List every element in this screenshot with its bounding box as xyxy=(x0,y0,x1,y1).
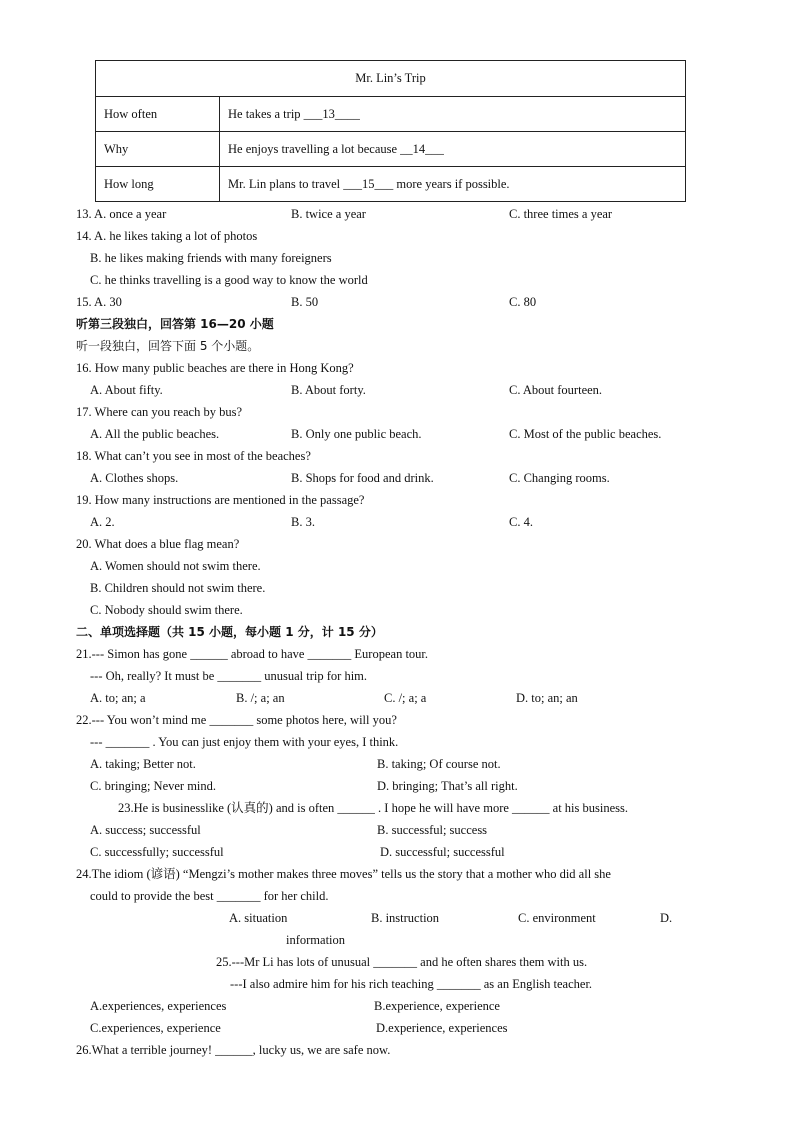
text-line: 二、单项选择题（共 15 小题，每小题 1 分，计 15 分） xyxy=(76,625,383,639)
text-line: C. /; a; a xyxy=(384,691,427,705)
text-line: B.experience, experience xyxy=(374,999,500,1013)
text-line: 22.--- You won’t mind me _______ some photos here, will you? xyxy=(76,713,397,727)
text-line: A. 2. xyxy=(90,515,115,529)
text-line: D.experience, experiences xyxy=(376,1021,508,1035)
trip-table xyxy=(95,60,686,202)
text-line: --- Oh, really? It must be _______ unusual trip for him. xyxy=(90,669,368,683)
text-line: B. instruction xyxy=(371,911,440,925)
table-row xyxy=(96,167,686,202)
table-row xyxy=(96,132,686,167)
text-line: 26.What a terrible journey! ______, lucky us, we are safe now. xyxy=(76,1043,391,1057)
text-line: C. he thinks travelling is a good way to know the world xyxy=(90,273,368,287)
text-line: 20. What does a blue flag mean? xyxy=(76,537,240,551)
text-line: D. xyxy=(660,911,673,925)
text-line: A. situation xyxy=(229,911,288,925)
row-text: He enjoys travelling a lot because __14___ xyxy=(220,132,686,167)
text-line: C. environment xyxy=(518,911,596,925)
text-line: C. About fourteen. xyxy=(509,383,603,397)
text-line: 19. How many instructions are mentioned in the passage? xyxy=(76,493,365,507)
text-line: D. successful; successful xyxy=(380,845,505,859)
text-line: 18. What can’t you see in most of the beaches? xyxy=(76,449,311,463)
text-line: B. /; a; an xyxy=(236,691,285,705)
text-line: B. 3. xyxy=(291,515,315,529)
text-line: ---I also admire him for his rich teaching _______ as an English teacher. xyxy=(230,977,593,991)
text-line: 14. A. he likes taking a lot of photos xyxy=(76,229,258,243)
text-line: 13. A. once a year xyxy=(76,207,167,221)
text-line: B. Shops for food and drink. xyxy=(291,471,434,485)
row-label: How long xyxy=(96,167,220,202)
text-line: B. he likes making friends with many foreigners xyxy=(90,251,332,265)
text-line: C.experiences, experience xyxy=(90,1021,221,1035)
text-line: could to provide the best _______ for her child. xyxy=(90,889,329,903)
text-line: 17. Where can you reach by bus? xyxy=(76,405,243,419)
text-line: B. taking; Of course not. xyxy=(377,757,501,771)
text-line: 23.He is businesslike (认真的) and is often ______ . I hope he will have more ______ at his business. xyxy=(118,801,628,815)
text-line: 24.The idiom (谚语) “Mengzi’s mother makes three moves” tells us the story that a mother who did all she xyxy=(76,867,611,881)
trip-table-title: Mr. Lin’s Trip xyxy=(96,61,686,97)
text-line: A. About fifty. xyxy=(90,383,163,397)
text-line: A. Women should not swim there. xyxy=(90,559,261,573)
text-line: A.experiences, experiences xyxy=(90,999,227,1013)
text-line: C. 80 xyxy=(509,295,537,309)
text-line: C. Most of the public beaches. xyxy=(509,427,662,441)
text-line: D. bringing; That’s all right. xyxy=(377,779,518,793)
text-line: 听第三段独白，回答第 16—20 小题 xyxy=(76,317,274,331)
text-line: B. twice a year xyxy=(291,207,366,221)
text-line: A. All the public beaches. xyxy=(90,427,220,441)
text-line: C. three times a year xyxy=(509,207,613,221)
text-line: B. Children should not swim there. xyxy=(90,581,266,595)
text-line: C. 4. xyxy=(509,515,533,529)
text-line: 15. A. 30 xyxy=(76,295,122,309)
text-line: B. About forty. xyxy=(291,383,366,397)
row-text: He takes a trip ___13____ xyxy=(220,97,686,132)
text-line: B. successful; success xyxy=(377,823,488,837)
table-row xyxy=(96,97,686,132)
row-label: How often xyxy=(96,97,220,132)
text-line: C. bringing; Never mind. xyxy=(90,779,217,793)
text-line: 听一段独白，回答下面 5 个小题。 xyxy=(76,339,260,353)
text-line: D. to; an; an xyxy=(516,691,578,705)
text-line: A. taking; Better not. xyxy=(90,757,196,771)
text-line: 16. How many public beaches are there in Hong Kong? xyxy=(76,361,354,375)
text-line: 21.--- Simon has gone ______ abroad to have _______ European tour. xyxy=(76,647,429,661)
text-line: C. successfully; successful xyxy=(90,845,224,859)
text-line: A. Clothes shops. xyxy=(90,471,179,485)
text-line: A. to; an; a xyxy=(90,691,146,705)
text-line: B. Only one public beach. xyxy=(291,427,422,441)
text-line: 25.---Mr Li has lots of unusual _______ and he often shares them with us. xyxy=(216,955,588,969)
text-line: information xyxy=(286,933,346,947)
row-text: Mr. Lin plans to travel ___15___ more years if possible. xyxy=(220,167,686,202)
text-line: C. Changing rooms. xyxy=(509,471,610,485)
row-label: Why xyxy=(96,132,220,167)
text-line: C. Nobody should swim there. xyxy=(90,603,243,617)
text-line: A. success; successful xyxy=(90,823,201,837)
text-line: B. 50 xyxy=(291,295,319,309)
text-line: --- _______ . You can just enjoy them with your eyes, I think. xyxy=(90,735,399,749)
